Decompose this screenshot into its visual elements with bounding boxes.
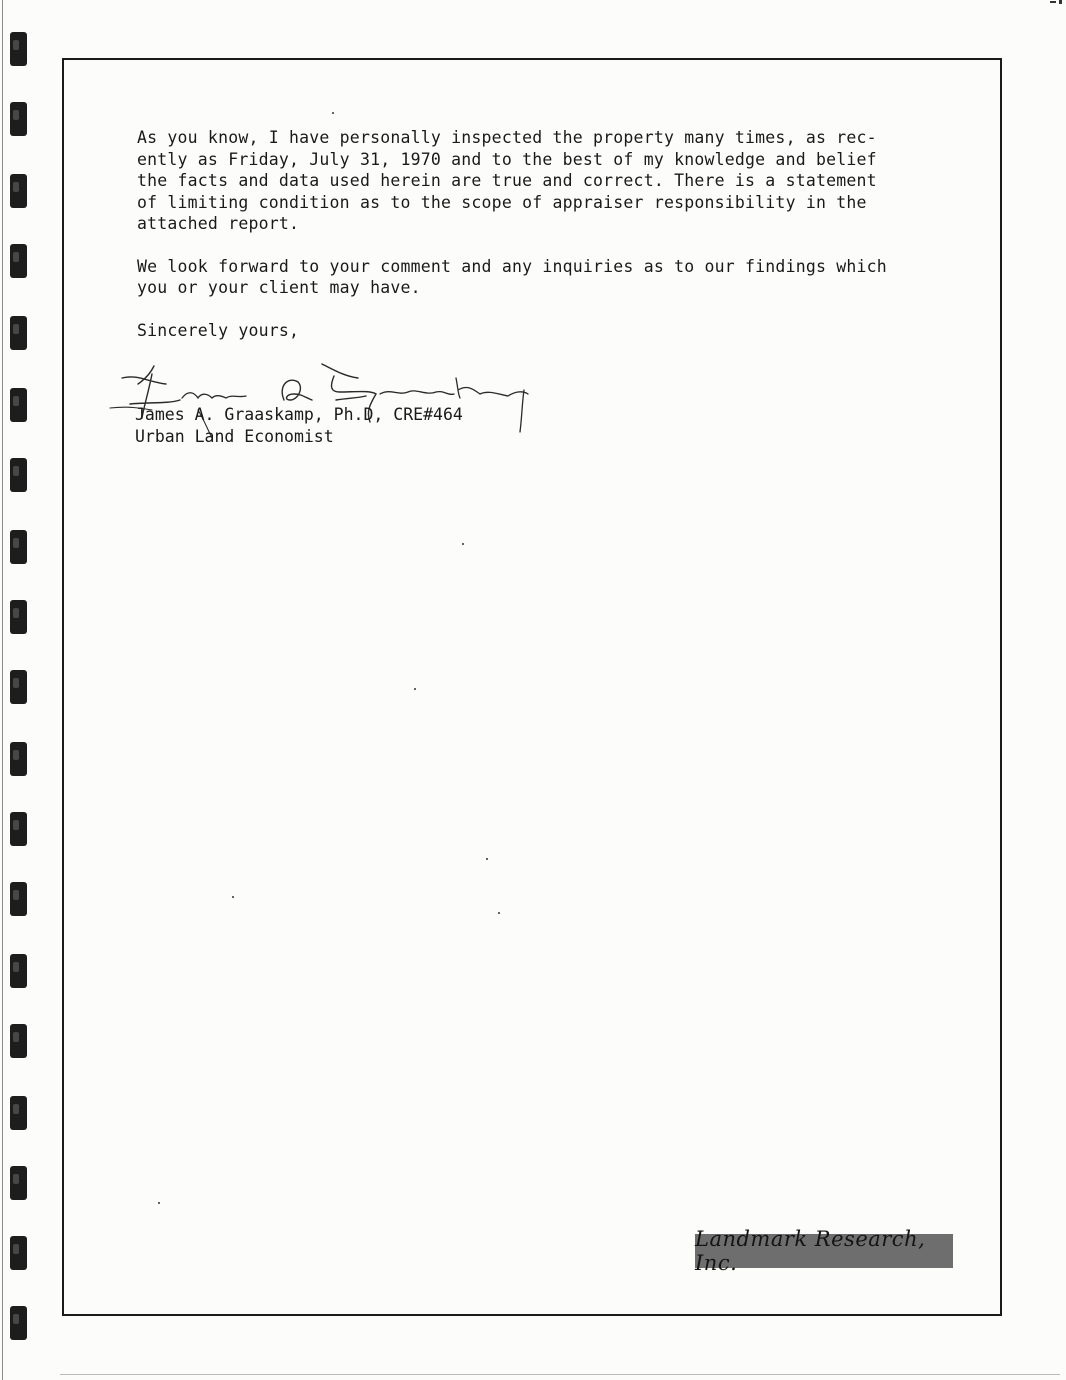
binding-hole <box>10 1236 27 1270</box>
paper-speck <box>232 896 234 898</box>
binding-hole <box>10 1306 27 1340</box>
signer-name: James A. Graaskamp, Ph.D, CRE#464 <box>135 405 463 424</box>
binding-hole <box>10 1024 27 1058</box>
binding-hole <box>10 954 27 988</box>
binding-hole <box>10 388 27 422</box>
binding-hole <box>10 600 27 634</box>
binding-hole <box>10 742 27 776</box>
binding-hole <box>10 882 27 916</box>
company-logo-text: Landmark Research, Inc. <box>695 1227 926 1275</box>
binding-hole <box>10 32 27 66</box>
binding-hole <box>10 174 27 208</box>
company-logo-stamp <box>695 1227 953 1275</box>
binding-holes <box>8 0 34 1380</box>
paper-speck <box>158 1202 160 1204</box>
bottom-edge-line <box>60 1374 1060 1375</box>
letter-body <box>137 127 937 341</box>
paper-speck <box>332 112 334 114</box>
binding-hole <box>10 670 27 704</box>
paper-speck <box>498 912 500 914</box>
binding-hole <box>10 102 27 136</box>
left-edge-line <box>2 0 3 1380</box>
paper-speck <box>414 688 416 690</box>
signer-title: Urban Land Economist <box>135 427 334 446</box>
binding-hole <box>10 530 27 564</box>
binding-hole <box>10 1166 27 1200</box>
letter-paragraph-inquiries: We look forward to your comment and any inquiries as to our findings which you or your client may have. <box>137 256 887 297</box>
signature-block <box>135 404 463 448</box>
binding-hole <box>10 316 27 350</box>
binding-hole <box>10 812 27 846</box>
paper-speck <box>486 858 488 860</box>
paper-speck <box>462 543 464 545</box>
binding-hole <box>10 458 27 492</box>
letter-paragraph-inspection: As you know, I have personally inspected the property many times, as rec- ently as Friday, July 31, 1970 and to the best of my knowledge and belief the facts and data used herein are true and correct. There is a statement of limiting condition as to the scope of appraiser responsibility in the attached report. <box>137 128 877 233</box>
letter-closing: Sincerely yours, <box>137 320 300 340</box>
binding-hole <box>10 1096 27 1130</box>
binding-hole <box>10 244 27 278</box>
corner-mark <box>1050 0 1064 6</box>
